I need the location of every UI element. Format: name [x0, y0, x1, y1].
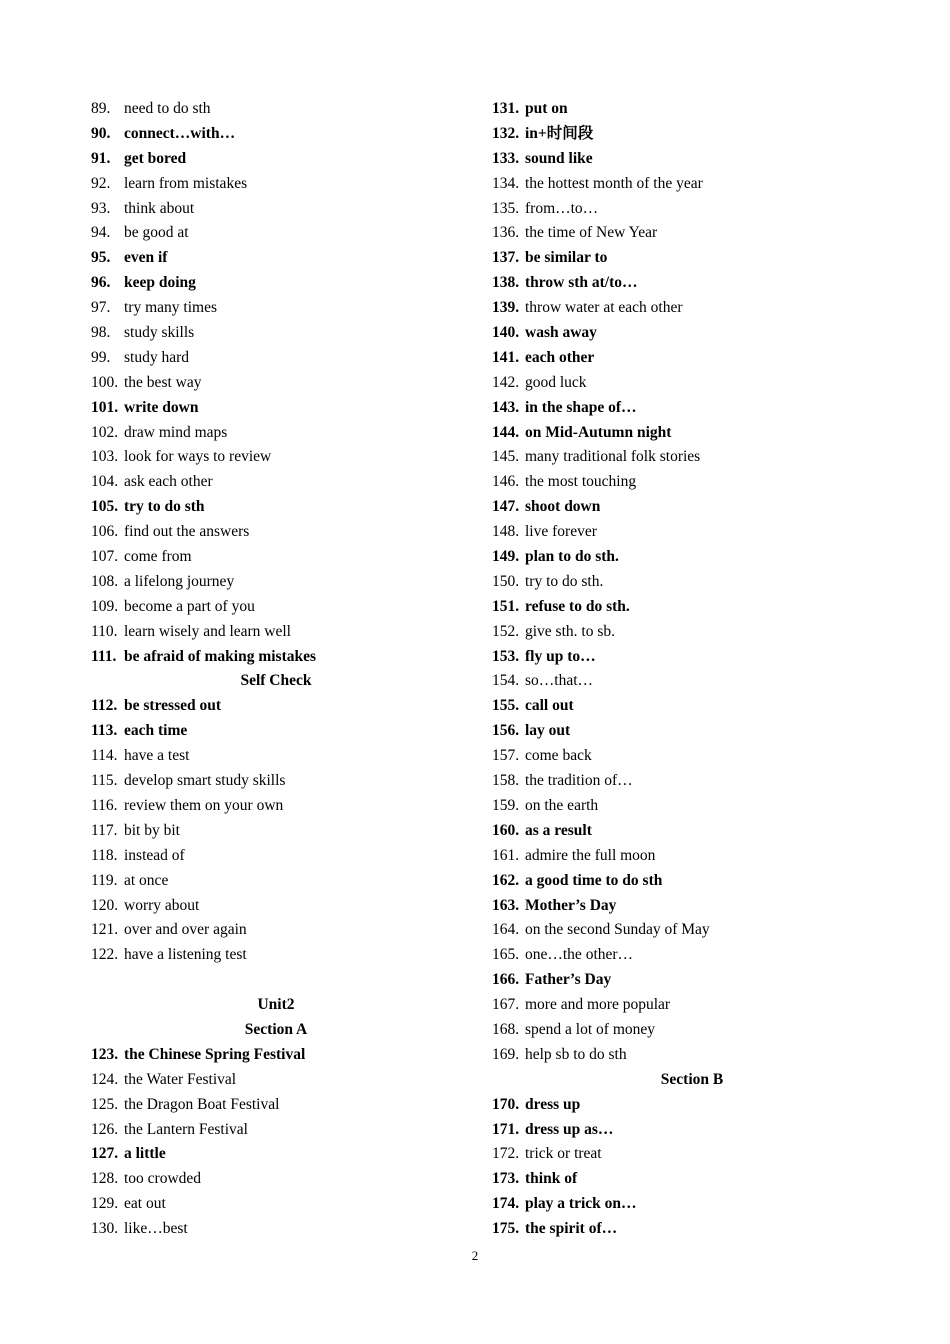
phrase-item	[492, 396, 892, 421]
item-number: 134.	[492, 174, 520, 192]
section-heading: Section A	[244, 1020, 308, 1038]
item-number: 118.	[91, 846, 118, 864]
item-number: 131.	[492, 100, 520, 117]
item-text: dress up	[525, 1095, 581, 1113]
phrase-item	[492, 645, 892, 670]
item-number: 91.	[91, 149, 111, 167]
section-heading: Section B	[660, 1070, 724, 1088]
item-number: 161.	[492, 846, 520, 864]
left-column	[91, 97, 461, 1242]
item-text: more and more popular	[525, 996, 671, 1014]
item-text: so…that…	[525, 672, 594, 690]
phrase-item	[492, 869, 892, 894]
phrase-item	[91, 794, 461, 819]
item-number: 115.	[91, 772, 118, 790]
phrase-item	[91, 918, 461, 943]
item-number: 90.	[91, 124, 111, 142]
item-number: 151.	[492, 597, 520, 615]
item-number: 102.	[91, 423, 119, 441]
phrase-item	[492, 968, 892, 993]
phrase-item	[91, 769, 461, 794]
phrase-item	[91, 1142, 461, 1167]
item-text: give sth. to sb.	[525, 622, 615, 640]
item-number: 112.	[91, 697, 118, 715]
item-text: call out	[525, 697, 574, 715]
item-text: each time	[124, 722, 188, 740]
phrase-item	[492, 1142, 892, 1167]
item-text: throw sth at/to…	[525, 274, 638, 292]
item-number: 126.	[91, 1120, 119, 1138]
phrase-item	[492, 296, 892, 321]
item-number: 160.	[492, 821, 520, 839]
phrase-item	[91, 371, 461, 396]
phrase-item	[91, 495, 461, 520]
item-number: 105.	[91, 498, 119, 516]
phrase-item	[91, 744, 461, 769]
item-text: wash away	[525, 324, 597, 342]
item-text: get bored	[124, 149, 187, 167]
item-number: 165.	[492, 946, 520, 964]
item-number: 89.	[91, 100, 111, 117]
item-text: be afraid of making mistakes	[124, 647, 317, 665]
item-text: the hottest month of the year	[525, 174, 703, 192]
item-number: 173.	[492, 1170, 520, 1188]
phrase-item	[492, 545, 892, 570]
section-heading: Unit2	[257, 996, 295, 1014]
item-text: admire the full moon	[525, 846, 656, 864]
phrase-item	[91, 694, 461, 719]
item-text: look for ways to review	[124, 448, 272, 466]
phrase-item	[91, 172, 461, 197]
phrase-item	[492, 620, 892, 645]
item-number: 158.	[492, 772, 520, 790]
item-text: plan to do sth.	[525, 548, 619, 566]
item-number: 109.	[91, 597, 119, 615]
phrase-item	[91, 396, 461, 421]
phrase-item	[492, 1192, 892, 1217]
phrase-item	[492, 445, 892, 470]
phrase-item	[492, 1217, 892, 1242]
item-number: 106.	[91, 523, 119, 541]
item-text: study skills	[124, 324, 195, 342]
phrase-item	[91, 97, 461, 122]
item-number: 153.	[492, 647, 520, 665]
phrase-item	[91, 1118, 461, 1143]
item-text: the Lantern Festival	[124, 1120, 248, 1138]
item-text: like…best	[124, 1220, 188, 1238]
phrase-item	[91, 470, 461, 495]
item-text: even if	[124, 249, 168, 267]
item-text: worry about	[124, 896, 200, 914]
item-text: find out the answers	[124, 523, 250, 541]
item-number: 98.	[91, 324, 111, 342]
item-number: 133.	[492, 149, 520, 167]
item-number: 174.	[492, 1195, 520, 1213]
phrase-item	[492, 221, 892, 246]
item-number: 100.	[91, 373, 119, 391]
item-text: a little	[124, 1145, 166, 1163]
item-text: the time of New Year	[525, 224, 658, 242]
phrase-item	[492, 993, 892, 1018]
item-number: 129.	[91, 1195, 119, 1213]
phrase-item	[91, 1093, 461, 1118]
phrase-item	[91, 819, 461, 844]
item-text: the Dragon Boat Festival	[124, 1095, 280, 1113]
item-number: 172.	[492, 1145, 520, 1163]
item-number: 150.	[492, 572, 520, 590]
item-text: need to do sth	[124, 100, 211, 117]
item-text: eat out	[124, 1195, 166, 1213]
item-text: at once	[124, 871, 169, 889]
item-number: 111.	[91, 647, 117, 665]
item-number: 127.	[91, 1145, 119, 1163]
item-number: 103.	[91, 448, 119, 466]
phrase-item	[492, 595, 892, 620]
item-number: 157.	[492, 747, 520, 765]
item-text: be similar to	[525, 249, 608, 267]
phrase-item	[492, 172, 892, 197]
item-number: 99.	[91, 348, 111, 366]
item-text: the tradition of…	[525, 772, 633, 790]
item-text: the best way	[124, 373, 202, 391]
item-text: shoot down	[525, 498, 601, 516]
item-text: live forever	[525, 523, 597, 541]
phrase-item	[492, 97, 892, 122]
item-number: 146.	[492, 473, 520, 491]
item-text: study hard	[124, 348, 190, 366]
item-text: over and over again	[124, 921, 247, 939]
item-text: throw water at each other	[525, 299, 683, 317]
item-text: a good time to do sth	[525, 871, 663, 889]
item-number: 140.	[492, 324, 520, 342]
phrase-item	[492, 122, 892, 147]
item-text: learn wisely and learn well	[124, 622, 291, 640]
item-number: 130.	[91, 1220, 119, 1238]
item-number: 94.	[91, 224, 111, 242]
phrase-item	[91, 197, 461, 222]
item-number: 108.	[91, 572, 119, 590]
item-text: come back	[525, 747, 592, 765]
item-number: 155.	[492, 697, 520, 715]
item-number: 141.	[492, 348, 520, 366]
item-number: 135.	[492, 199, 520, 217]
section-heading: Self Check	[240, 672, 312, 690]
phrase-item	[492, 794, 892, 819]
item-number: 171.	[492, 1120, 520, 1138]
item-text: try to do sth	[124, 498, 205, 516]
item-text: as a result	[525, 821, 592, 839]
item-text: the Water Festival	[124, 1070, 237, 1088]
phrase-item	[492, 570, 892, 595]
phrase-item	[91, 844, 461, 869]
phrase-item	[91, 122, 461, 147]
phrase-item	[91, 296, 461, 321]
phrase-item	[492, 495, 892, 520]
item-text: review them on your own	[124, 796, 284, 814]
item-number: 116.	[91, 796, 118, 814]
item-number: 125.	[91, 1095, 119, 1113]
item-text: Mother’s Day	[525, 896, 617, 914]
item-text: spend a lot of money	[525, 1020, 656, 1038]
item-text: have a listening test	[124, 946, 247, 964]
item-number: 148.	[492, 523, 520, 541]
item-text: connect…with…	[124, 124, 236, 142]
item-text: become a part of you	[124, 597, 255, 615]
phrase-item	[492, 197, 892, 222]
phrase-item	[91, 1192, 461, 1217]
phrase-item	[91, 147, 461, 172]
page-number: 2	[471, 1248, 479, 1263]
item-text: be good at	[124, 224, 189, 242]
phrase-item	[91, 894, 461, 919]
phrase-item	[492, 246, 892, 271]
item-text: the most touching	[525, 473, 637, 491]
item-text: on the second Sunday of May	[525, 921, 710, 939]
item-text: good luck	[525, 373, 587, 391]
phrase-item	[492, 844, 892, 869]
right-column	[492, 97, 892, 1242]
phrase-item	[492, 346, 892, 371]
item-text: write down	[124, 398, 199, 416]
item-number: 139.	[492, 299, 520, 317]
item-text: each other	[525, 348, 595, 366]
phrase-item	[91, 1043, 461, 1068]
phrase-item	[492, 470, 892, 495]
phrase-item	[91, 595, 461, 620]
item-number: 128.	[91, 1170, 119, 1188]
item-number: 123.	[91, 1045, 119, 1063]
item-number: 142.	[492, 373, 520, 391]
phrase-item	[91, 346, 461, 371]
item-number: 156.	[492, 722, 520, 740]
item-number: 164.	[492, 921, 520, 939]
phrase-item	[91, 1167, 461, 1192]
phrase-item	[492, 1167, 892, 1192]
item-number: 149.	[492, 548, 520, 566]
item-number: 122.	[91, 946, 119, 964]
item-number: 107.	[91, 548, 119, 566]
phrase-item	[91, 545, 461, 570]
phrase-item	[91, 719, 461, 744]
item-number: 124.	[91, 1070, 119, 1088]
item-number: 147.	[492, 498, 520, 516]
item-number: 137.	[492, 249, 520, 267]
item-text: on Mid-Autumn night	[525, 423, 672, 441]
item-number: 93.	[91, 199, 111, 217]
phrase-item	[492, 894, 892, 919]
item-text: play a trick on…	[525, 1195, 637, 1213]
item-number: 152.	[492, 622, 520, 640]
phrase-item	[91, 570, 461, 595]
item-number: 168.	[492, 1020, 520, 1038]
item-number: 170.	[492, 1095, 520, 1113]
item-text: think of	[525, 1170, 578, 1188]
item-number: 117.	[91, 821, 118, 839]
item-text: be stressed out	[124, 697, 222, 715]
phrase-item	[91, 445, 461, 470]
item-text: try many times	[124, 299, 217, 317]
item-text: on the earth	[525, 796, 599, 814]
phrase-item	[492, 744, 892, 769]
item-text: one…the other…	[525, 946, 634, 964]
item-text: develop smart study skills	[124, 772, 286, 790]
phrase-item	[492, 1018, 892, 1043]
phrase-item	[492, 819, 892, 844]
item-number: 162.	[492, 871, 520, 889]
item-number: 113.	[91, 722, 118, 740]
phrase-item	[492, 943, 892, 968]
item-number: 101.	[91, 398, 119, 416]
phrase-item	[91, 520, 461, 545]
item-text: help sb to do sth	[525, 1045, 627, 1063]
item-number: 167.	[492, 996, 520, 1014]
item-text: learn from mistakes	[124, 174, 248, 192]
item-number: 132.	[492, 124, 520, 142]
phrase-item	[492, 1118, 892, 1143]
item-text: in the shape of…	[525, 398, 637, 416]
item-text: sound like	[525, 149, 593, 167]
phrase-item	[91, 1217, 461, 1242]
item-text: think about	[124, 199, 195, 217]
phrase-item	[91, 869, 461, 894]
phrase-item	[492, 421, 892, 446]
item-text: instead of	[124, 846, 185, 864]
item-number: 119.	[91, 871, 118, 889]
item-text: trick or treat	[525, 1145, 602, 1163]
item-text: ask each other	[124, 473, 213, 491]
item-number: 138.	[492, 274, 520, 292]
blank-line	[91, 968, 461, 993]
item-text: many traditional folk stories	[525, 448, 701, 466]
item-text: in+时间段	[525, 124, 594, 142]
phrase-item	[91, 271, 461, 296]
phrase-item	[492, 147, 892, 172]
item-text: a lifelong journey	[124, 572, 235, 590]
phrase-item	[492, 271, 892, 296]
item-number: 120.	[91, 896, 119, 914]
item-text: too crowded	[124, 1170, 202, 1188]
item-number: 154.	[492, 672, 520, 690]
item-number: 159.	[492, 796, 520, 814]
item-number: 169.	[492, 1045, 520, 1063]
item-text: bit by bit	[124, 821, 180, 839]
phrase-item	[492, 669, 892, 694]
phrase-item	[91, 943, 461, 968]
item-number: 110.	[91, 622, 118, 640]
phrase-item	[91, 246, 461, 271]
item-text: fly up to…	[525, 647, 596, 665]
item-text: lay out	[525, 722, 571, 740]
item-text: draw mind maps	[124, 423, 228, 441]
item-text: keep doing	[124, 274, 196, 292]
phrase-item	[492, 520, 892, 545]
item-text: dress up as…	[525, 1120, 614, 1138]
phrase-item	[91, 1068, 461, 1093]
phrase-item	[492, 769, 892, 794]
phrase-item	[91, 620, 461, 645]
item-number: 163.	[492, 896, 520, 914]
item-number: 97.	[91, 299, 111, 317]
item-number: 143.	[492, 398, 520, 416]
item-text: try to do sth.	[525, 572, 604, 590]
item-number: 121.	[91, 921, 119, 939]
item-number: 136.	[492, 224, 520, 242]
phrase-item	[492, 719, 892, 744]
item-number: 114.	[91, 747, 118, 765]
item-number: 144.	[492, 423, 520, 441]
item-number: 96.	[91, 274, 111, 292]
item-text: the Chinese Spring Festival	[124, 1045, 306, 1063]
phrase-item	[492, 694, 892, 719]
item-text: refuse to do sth.	[525, 597, 630, 615]
phrase-item	[91, 221, 461, 246]
item-text: put on	[525, 100, 568, 117]
item-number: 166.	[492, 971, 520, 989]
phrase-item	[492, 918, 892, 943]
item-text: Father’s Day	[525, 971, 612, 989]
item-text: come from	[124, 548, 192, 566]
item-text: from…to…	[525, 199, 599, 217]
item-number: 92.	[91, 174, 111, 192]
item-number: 95.	[91, 249, 111, 267]
phrase-item	[492, 321, 892, 346]
item-number: 104.	[91, 473, 119, 491]
phrase-item	[91, 321, 461, 346]
phrase-item	[91, 645, 461, 670]
item-text: the spirit of…	[525, 1220, 618, 1238]
phrase-item	[91, 421, 461, 446]
phrase-item	[492, 1093, 892, 1118]
item-number: 145.	[492, 448, 520, 466]
phrase-item	[492, 1043, 892, 1068]
phrase-item	[492, 371, 892, 396]
item-text: have a test	[124, 747, 190, 765]
item-number: 175.	[492, 1220, 520, 1238]
